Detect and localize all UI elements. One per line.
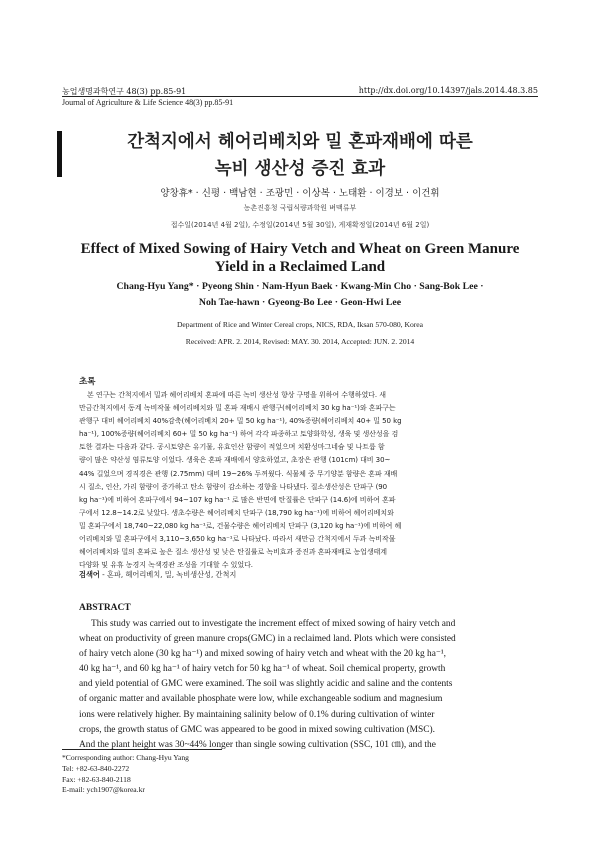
abstract-english-line: crops, the growth status of GMC was appeared to be good in mixed sowing cultivation (MSC). [79, 724, 435, 735]
title-english-line-1: Effect of Mixed Sowing of Hairy Vetch and Wheat on Green Manure [80, 241, 520, 257]
title-korean-line-1: 간척지에서 헤어리베치와 밀 혼파재배에 따른 [127, 132, 473, 152]
footnote-rule [62, 749, 222, 750]
authors-korean: 양창휴* · 신평 · 백남현 · 조광민 · 이상복 · 노태환 · 이경보 · 이건휘 [160, 188, 440, 199]
abstract-korean-line: 44% 길었으며 경직경은 관행 (2.75mm) 대비 19~26% 두꺼웠다. 식물체 중 무기양분 함량은 혼파 재배 [79, 469, 398, 478]
author-fax: Fax: +82-63-840-2118 [62, 774, 131, 784]
abstract-korean-line: kg ha⁻¹)에 비하여 혼파구에서 94~107 kg ha⁻¹ 로 많은 반면에 탄질률은 단파구 (14.6)에 비하여 혼파 [79, 495, 396, 504]
affiliation-korean: 농촌진흥청 국립식량과학원 벼맥류부 [243, 204, 357, 212]
abstract-korean-line: 밀 혼파구에서 18,740~22,080 kg ha⁻¹로, 건물수량은 헤어리베치 단파구 (3,120 kg ha⁻¹)에 비하여 헤 [79, 521, 402, 530]
abstract-korean-line: 토한 결과는 다음과 같다. 공시토양은 유기물, 유효인산 함량이 적었으며 치환성마그네슘 및 나트륨 함 [79, 443, 385, 452]
journal-english-citation: Journal of Agriculture & Life Science 48(3) pp.85-91 [62, 98, 234, 107]
keywords-label: 검색어 [79, 570, 100, 579]
title-english-line-2: Yield in a Reclaimed Land [214, 259, 386, 275]
abstract-korean-line: 헤어리베치와 밀의 혼파로 높은 질소 생산성 및 낮은 탄질률로 녹비효과 증진과 혼파재배로 농업생태계 [79, 548, 388, 557]
keywords-korean [79, 570, 236, 580]
abstract-korean-line: ha⁻¹), 100%증량(헤어리베치 60+ 밀 50 kg ha⁻¹) 하여 각각 파종하고 토양화학성, 생육 및 생산성을 검 [79, 430, 399, 439]
abstract-english-line: of organic matter and available phosphate were low, while exchangeable sodium and magnesium [79, 694, 443, 705]
dates-korean: 접수일(2014년 4월 2일), 수정일(2014년 5월 30일), 게재확정일(2014년 6월 2일) [170, 221, 430, 229]
abstract-korean-line: 다양화 및 유휴 농경지 녹색경관 조성을 기대할 수 있었다. [79, 561, 253, 570]
abstract-english-line: and yield potential of GMC were examined. The soil was slightly acidic and saline and the contents [79, 679, 453, 690]
abstract-english-body [79, 617, 521, 753]
author-tel: Tel: +82-63-840-2272 [62, 763, 130, 773]
abstract-english-line: 40 kg ha⁻¹, and 60 kg ha⁻¹ of hairy vetch for 50 kg ha⁻¹ of wheat. Soil chemical property, growth [79, 664, 446, 675]
affiliation-english: Department of Rice and Winter Cereal crops, NICS, RDA, Iksan 570-080, Korea [176, 320, 424, 329]
abstract-english-line: wheat on productivity of green manure crops(GMC) in a reclaimed land. Plots which were consisted [79, 634, 456, 645]
abstract-korean-line: 량이 많은 약산성 염류토양 이었다. 생육은 혼파 재배에서 양호하였고, 초장은 관행 (101cm) 대비 30~ [79, 456, 391, 465]
title-korean-line-2: 녹비 생산성 증진 효과 [214, 159, 386, 179]
abstract-english-line: of hairy vetch alone (30 kg ha⁻¹) and mixed sowing of hairy vetch and wheat with the 20 kg ha⁻¹, [79, 649, 446, 660]
corresponding-author: *Corresponding author: Chang-Hyu Yang [62, 753, 189, 762]
abstract-korean-body [79, 389, 519, 572]
abstract-korean-line: 관행구 대비 헤어리베치 40%감축(헤어리베치 20+ 밀 50 kg ha⁻¹), 40%증량(헤어리베치 40+ 밀 50 kg [79, 417, 402, 426]
abstract-korean-line: 만금간척지에서 동계 녹비작물 헤어리베치와 밀 혼파 재배시 관행구(헤어리베치 30 kg ha⁻¹)와 혼파구는 [79, 404, 396, 413]
dates-english: Received: APR. 2. 2014, Revised: MAY. 30. 2014, Accepted: JUN. 2. 2014 [185, 337, 415, 346]
footnote [62, 753, 189, 796]
author-email[interactable]: E-mail: ych1907@korea.kr [62, 785, 145, 795]
abstract-english-line: This study was carried out to investigate the increment effect of mixed sowing of hairy vetch and [91, 619, 456, 629]
authors-english-line-2: Noh Tae-hawn · Gyeong-Bo Lee · Geon-Hwi Lee [198, 297, 402, 308]
doi-link[interactable]: http://dx.doi.org/10.14397/jals.2014.48.3.85 [358, 86, 538, 95]
abstract-korean-line: 시 질소, 인산, 가리 함량이 증가하고 탄소 함량이 감소하는 경향을 나타냈다. 질소생산성은 단파구 (90 [79, 482, 388, 491]
authors-english-line-1: Chang-Hyu Yang* · Pyeong Shin · Nam-Hyun Baek · Kwang-Min Cho · Sang-Bok Lee · [116, 281, 484, 292]
keywords-text: - 혼파, 헤어리베치, 밀, 녹비생산성, 간척지 [99, 570, 237, 579]
abstract-english-heading: ABSTRACT [79, 603, 131, 613]
journal-korean-citation: 농업생명과학연구 48(3) pp.85-91 [62, 87, 187, 96]
abstract-korean-line: 어리베치와 밀 혼파구에서 3,110~3,650 kg ha⁻¹로 나타났다. 따라서 새만금 간척지에서 두과 녹비작물 [79, 535, 396, 544]
header-rule [62, 96, 538, 97]
abstract-korean-line: 구에서 12.8~14.2로 낮았다. 생초수량은 헤어리베치 단파구 (18,790 kg ha⁻¹)에 비하여 헤어리베치와 [79, 508, 394, 517]
running-header [62, 86, 538, 96]
abstract-korean-line: 본 연구는 간척지에서 밀과 헤어리베치 혼파에 따른 녹비 생산성 향상 구명을 위하여 수행하였다. 새 [87, 391, 386, 399]
abstract-english-line: ions were relatively higher. By maintaining salinity below of 0.1% during cultivation of winter [79, 709, 435, 720]
abstract-english-line: And the plant height was 30~44% longer than single sowing cultivation (SSC, 101 ㎝), and the [79, 739, 436, 750]
abstract-korean-heading: 초록 [79, 377, 96, 387]
